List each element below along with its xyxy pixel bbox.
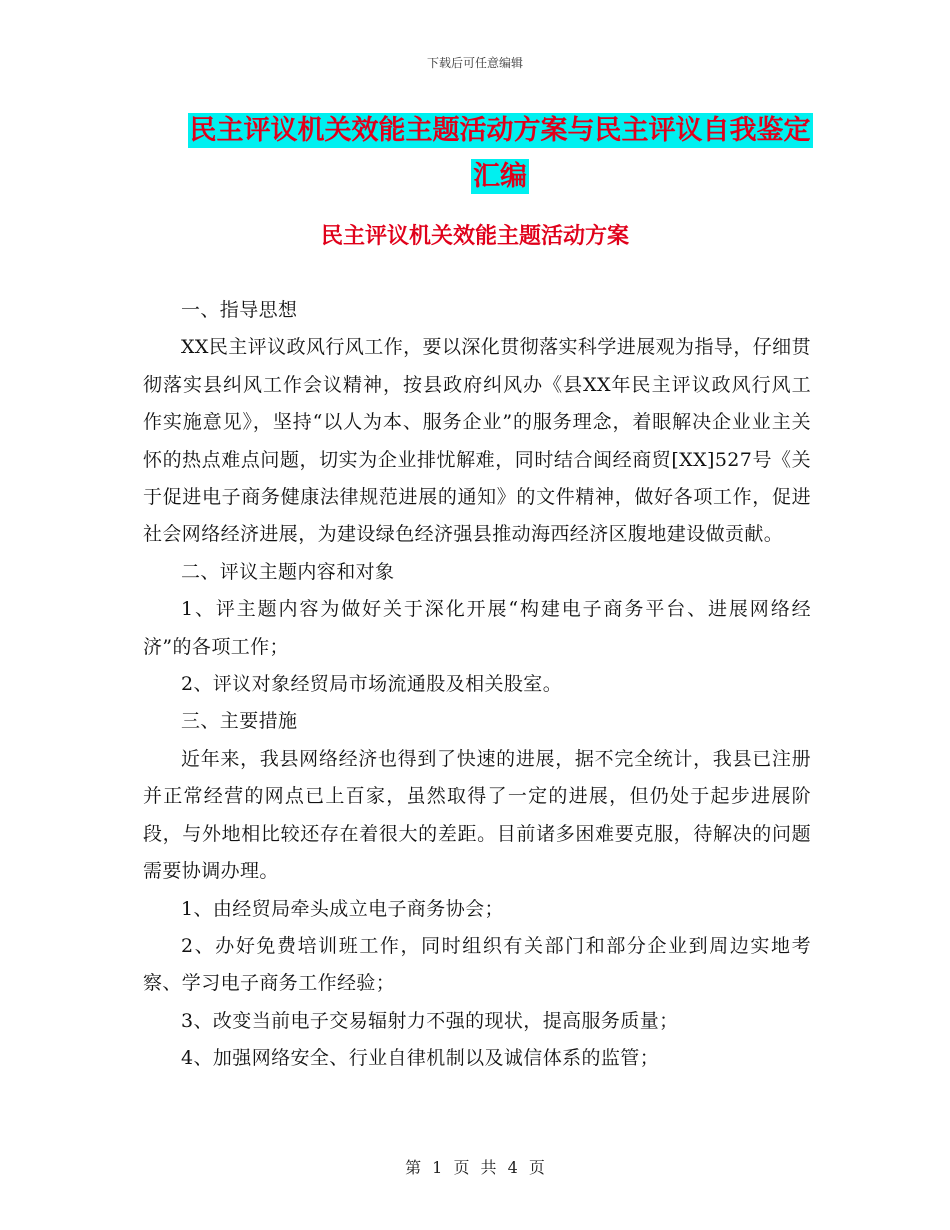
document-title	[185, 108, 815, 200]
document-title-text: 民主评议机关效能主题活动方案与民主评议自我鉴定汇编	[189, 115, 811, 192]
paragraph-review-item-1: 1、评主题内容为做好关于深化开展“构建电子商务平台、进展网络经济”的各项工作；	[143, 598, 811, 658]
paragraph-measures-intro: 近年来，我县网络经济也得到了快速的进展，据不完全统计，我县已注册并正常经营的网点已上百家，虽然取得了一定的进展，但仍处于起步进展阶段，与外地相比较还存在着很大的差距。目前诸多困难要克服，待解决的问题需要协调办理。	[143, 747, 811, 883]
paragraph-measure-4: 4、加强网络安全、行业自律机制以及诚信体系的监管；	[181, 1047, 660, 1070]
section-title: 民主评议机关效能主题活动方案	[320, 224, 629, 249]
paragraph-measure-1: 1、由经贸局牵头成立电子商务协会；	[181, 897, 504, 920]
paragraph-review-item-2: 2、评议对象经贸局市场流通股及相关股室。	[181, 673, 563, 696]
paragraph-guiding-thought: XX民主评议政风行风工作，要以深化贯彻落实科学进展观为指导，仔细贯彻落实县纠风工作会议精神，按县政府纠风办《县XX年民主评议政风行风工作实施意见》，坚持“以人为本、服务企业”的服务理念，着眼解决企业业主关怀的热点难点问题，切实为企业排忧解难，同时结合闽经商贸[XX]527号《关于促进电子商务健康法律规范进展的通知》的文件精神，做好各项工作，促进社会网络经济进展，为建设绿色经济强县推动海西经济区腹地建设做贡献。	[143, 336, 811, 546]
paragraph-measure-2: 2、办好免费培训班工作，同时组织有关部门和部分企业到周边实地考察、学习电子商务工作经验；	[143, 934, 811, 995]
document-body	[143, 292, 811, 1078]
paragraph-measure-3: 3、改变当前电子交易辐射力不强的现状，提高服务质量；	[181, 1009, 679, 1032]
heading-guiding-thought: 一、指导思想	[181, 299, 298, 321]
header-note: 下载后可任意编辑	[426, 56, 523, 70]
heading-main-measures: 三、主要措施	[181, 710, 298, 733]
heading-review-content: 二、评议主题内容和对象	[181, 560, 395, 583]
page-footer: 第 1 页 共 4 页	[405, 1158, 545, 1177]
